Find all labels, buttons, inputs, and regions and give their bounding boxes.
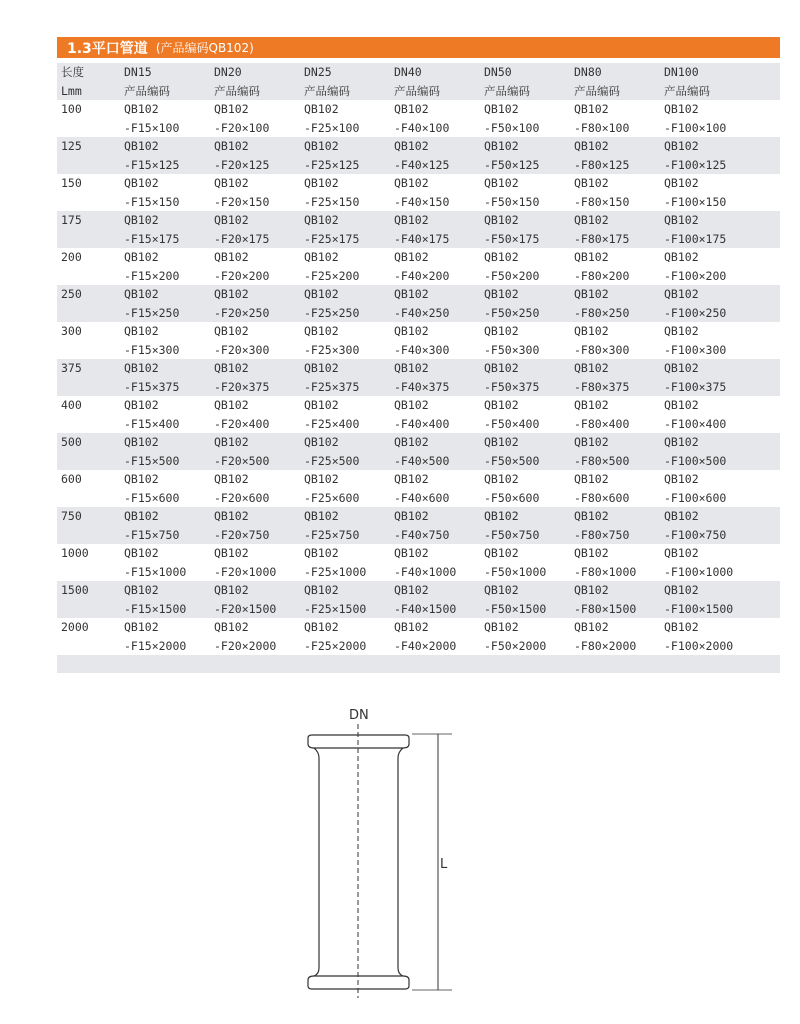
row-line-top [57,507,780,525]
code-cell: QB102 [484,361,519,375]
row-line-top [57,544,780,562]
code-cell: QB102 [664,287,699,301]
code-cell: QB102 [574,620,609,634]
spec-cell: -F15×200 [124,269,180,283]
code-cell: QB102 [574,472,609,486]
table-row [57,581,780,618]
table-row [57,396,780,433]
spec-cell: -F25×1000 [304,565,367,579]
dn-header: DN80 [574,65,602,79]
row-line-bottom [57,637,780,655]
spec-cell: -F20×375 [214,380,270,394]
spec-cell: -F100×600 [664,491,727,505]
code-cell: QB102 [484,509,519,523]
row-line-top [57,470,780,488]
row-line-bottom [57,600,780,618]
code-cell: QB102 [304,398,339,412]
code-cell: QB102 [574,509,609,523]
code-cell: QB102 [394,546,429,560]
code-cell: QB102 [484,287,519,301]
row-line-bottom [57,378,780,396]
spec-cell: -F50×375 [484,380,540,394]
code-cell: QB102 [394,213,429,227]
spec-cell: -F80×2000 [574,639,637,653]
code-cell: QB102 [574,139,609,153]
table-row [57,211,780,248]
spec-cell: -F15×1000 [124,565,187,579]
length-label: L [440,857,448,872]
spec-cell: -F20×300 [214,343,270,357]
spec-cell: -F40×1500 [394,602,457,616]
code-cell: QB102 [304,509,339,523]
spec-cell: -F100×750 [664,528,727,542]
spec-cell: -F20×750 [214,528,270,542]
spec-cell: -F25×1500 [304,602,367,616]
row-line-top [57,618,780,636]
spec-cell: -F25×175 [304,232,360,246]
spec-cell: -F15×100 [124,121,180,135]
spec-cell: -F80×1000 [574,565,637,579]
code-cell: QB102 [214,398,249,412]
row-line-bottom [57,304,780,322]
code-cell: QB102 [304,250,339,264]
code-cell: QB102 [664,102,699,116]
code-cell: QB102 [214,583,249,597]
table-row [57,322,780,359]
code-cell: QB102 [574,583,609,597]
code-cell: QB102 [574,213,609,227]
length-cell: 1500 [61,583,89,597]
spec-cell: -F100×150 [664,195,727,209]
spec-cell: -F80×375 [574,380,630,394]
spec-cell: -F15×500 [124,454,180,468]
spec-cell: -F25×600 [304,491,360,505]
code-cell: QB102 [574,250,609,264]
code-cell: QB102 [574,361,609,375]
length-cell: 200 [61,250,82,264]
spec-cell: -F40×400 [394,417,450,431]
spec-cell: -F20×600 [214,491,270,505]
code-cell: QB102 [304,620,339,634]
spec-cell: -F15×175 [124,232,180,246]
row-line-bottom [57,267,780,285]
row-line-top [57,396,780,414]
code-cell: QB102 [394,176,429,190]
row-line-bottom [57,563,780,581]
row-line-bottom [57,415,780,433]
code-cell: QB102 [664,435,699,449]
spec-cell: -F100×100 [664,121,727,135]
spec-cell: -F100×375 [664,380,727,394]
code-cell: QB102 [484,324,519,338]
code-cell: QB102 [394,324,429,338]
code-cell: QB102 [304,324,339,338]
code-cell: QB102 [394,472,429,486]
row-line-top [57,248,780,266]
dn-header: DN100 [664,65,699,79]
spec-cell: -F25×125 [304,158,360,172]
table-row [57,248,780,285]
dn-header: DN40 [394,65,422,79]
spec-cell: -F100×300 [664,343,727,357]
code-cell: QB102 [214,324,249,338]
spec-cell: -F20×100 [214,121,270,135]
code-cell: QB102 [214,176,249,190]
spec-cell: -F100×1000 [664,565,734,579]
length-cell: 750 [61,509,82,523]
row-line-top [57,285,780,303]
code-cell: QB102 [574,324,609,338]
length-cell: 375 [61,361,82,375]
code-cell: QB102 [124,620,159,634]
row-line-bottom [57,489,780,507]
dn-header: DN50 [484,65,512,79]
length-cell: 400 [61,398,82,412]
spec-cell: -F100×1500 [664,602,734,616]
code-cell: QB102 [214,546,249,560]
spec-cell: -F15×250 [124,306,180,320]
spec-cell: -F40×600 [394,491,450,505]
code-cell: QB102 [394,361,429,375]
code-cell: QB102 [124,472,159,486]
row-line-bottom [57,452,780,470]
spec-cell: -F80×600 [574,491,630,505]
code-cell: QB102 [124,546,159,560]
spec-cell: -F20×150 [214,195,270,209]
spec-cell: -F15×125 [124,158,180,172]
code-header: 产品编码 [394,84,440,98]
code-header: 产品编码 [484,84,530,98]
length-cell: 150 [61,176,82,190]
spec-cell: -F15×1500 [124,602,187,616]
code-cell: QB102 [124,324,159,338]
header-line-top [57,63,780,81]
code-cell: QB102 [664,324,699,338]
spec-cell: -F80×200 [574,269,630,283]
spec-cell: -F25×200 [304,269,360,283]
code-cell: QB102 [394,620,429,634]
spec-cell: -F50×175 [484,232,540,246]
spec-cell: -F50×125 [484,158,540,172]
pipe-diagram [290,700,480,1000]
code-cell: QB102 [214,213,249,227]
row-line-bottom [57,156,780,174]
code-cell: QB102 [484,139,519,153]
code-cell: QB102 [304,102,339,116]
code-cell: QB102 [394,398,429,412]
code-cell: QB102 [574,546,609,560]
row-line-top [57,174,780,192]
code-cell: QB102 [304,361,339,375]
row-line-top [57,211,780,229]
section-subtitle: (产品编码QB102) [155,41,254,55]
code-cell: QB102 [394,583,429,597]
spec-cell: -F50×1500 [484,602,547,616]
code-cell: QB102 [574,287,609,301]
spec-cell: -F80×750 [574,528,630,542]
table-row [57,433,780,470]
code-header: 产品编码 [664,84,710,98]
code-cell: QB102 [124,361,159,375]
length-cell: 125 [61,139,82,153]
code-cell: QB102 [394,139,429,153]
spec-cell: -F20×1500 [214,602,277,616]
spec-cell: -F25×150 [304,195,360,209]
row-line-bottom [57,193,780,211]
spec-cell: -F25×2000 [304,639,367,653]
code-cell: QB102 [214,102,249,116]
code-cell: QB102 [484,546,519,560]
code-cell: QB102 [484,398,519,412]
code-cell: QB102 [124,213,159,227]
code-cell: QB102 [394,102,429,116]
spec-cell: -F15×400 [124,417,180,431]
table-footer-band [57,655,780,673]
code-cell: QB102 [124,435,159,449]
spec-cell: -F100×200 [664,269,727,283]
length-cell: 1000 [61,546,89,560]
spec-cell: -F40×375 [394,380,450,394]
spec-cell: -F40×175 [394,232,450,246]
spec-cell: -F40×750 [394,528,450,542]
spec-cell: -F15×150 [124,195,180,209]
code-cell: QB102 [484,213,519,227]
code-cell: QB102 [304,139,339,153]
spec-cell: -F25×400 [304,417,360,431]
spec-cell: -F25×500 [304,454,360,468]
spec-cell: -F80×500 [574,454,630,468]
table-row [57,137,780,174]
row-line-top [57,137,780,155]
spec-cell: -F100×400 [664,417,727,431]
length-cell: 2000 [61,620,89,634]
code-cell: QB102 [664,472,699,486]
spec-cell: -F80×1500 [574,602,637,616]
code-cell: QB102 [664,361,699,375]
spec-cell: -F100×250 [664,306,727,320]
table-row [57,174,780,211]
code-cell: QB102 [574,102,609,116]
spec-cell: -F15×375 [124,380,180,394]
code-cell: QB102 [664,250,699,264]
spec-table [57,63,780,655]
spec-cell: -F25×250 [304,306,360,320]
spec-cell: -F15×600 [124,491,180,505]
row-line-bottom [57,526,780,544]
length-cell: 250 [61,287,82,301]
spec-cell: -F80×300 [574,343,630,357]
code-cell: QB102 [304,546,339,560]
spec-cell: -F20×2000 [214,639,277,653]
code-cell: QB102 [394,435,429,449]
spec-cell: -F40×125 [394,158,450,172]
spec-cell: -F25×100 [304,121,360,135]
length-cell: 175 [61,213,82,227]
row-line-top [57,581,780,599]
code-cell: QB102 [484,435,519,449]
dn-header: DN25 [304,65,332,79]
dn-label: DN [349,708,369,723]
dn-header: DN15 [124,65,152,79]
code-cell: QB102 [124,509,159,523]
length-cell: 300 [61,324,82,338]
code-cell: QB102 [124,583,159,597]
code-cell: QB102 [214,620,249,634]
spec-cell: -F50×150 [484,195,540,209]
row-line-bottom [57,119,780,137]
code-cell: QB102 [214,472,249,486]
code-cell: QB102 [484,102,519,116]
row-line-bottom [57,341,780,359]
code-cell: QB102 [574,398,609,412]
table-row [57,285,780,322]
spec-cell: -F80×150 [574,195,630,209]
spec-cell: -F40×500 [394,454,450,468]
code-header: 产品编码 [574,84,620,98]
code-cell: QB102 [664,213,699,227]
spec-cell: -F100×500 [664,454,727,468]
spec-cell: -F50×300 [484,343,540,357]
spec-cell: -F50×250 [484,306,540,320]
spec-cell: -F25×300 [304,343,360,357]
code-cell: QB102 [304,287,339,301]
header-line-bottom [57,82,780,100]
spec-cell: -F40×100 [394,121,450,135]
table-row [57,100,780,137]
spec-cell: -F80×175 [574,232,630,246]
code-cell: QB102 [664,139,699,153]
code-cell: QB102 [214,509,249,523]
code-cell: QB102 [574,176,609,190]
code-cell: QB102 [484,250,519,264]
spec-cell: -F50×2000 [484,639,547,653]
code-cell: QB102 [304,583,339,597]
spec-cell: -F80×400 [574,417,630,431]
code-cell: QB102 [304,176,339,190]
code-cell: QB102 [394,287,429,301]
code-cell: QB102 [214,250,249,264]
spec-cell: -F80×250 [574,306,630,320]
spec-cell: -F50×750 [484,528,540,542]
spec-cell: -F50×100 [484,121,540,135]
dn-header: DN20 [214,65,242,79]
code-cell: QB102 [304,435,339,449]
code-cell: QB102 [394,509,429,523]
length-cell: 500 [61,435,82,449]
spec-cell: -F100×125 [664,158,727,172]
spec-cell: -F15×750 [124,528,180,542]
row-line-top [57,100,780,118]
code-cell: QB102 [214,139,249,153]
spec-cell: -F20×1000 [214,565,277,579]
code-cell: QB102 [664,509,699,523]
length-unit-header: Lmm [61,84,82,98]
code-cell: QB102 [304,213,339,227]
code-cell: QB102 [124,139,159,153]
table-row [57,544,780,581]
code-cell: QB102 [304,472,339,486]
spec-cell: -F15×2000 [124,639,187,653]
spec-cell: -F25×375 [304,380,360,394]
code-cell: QB102 [664,546,699,560]
spec-cell: -F40×250 [394,306,450,320]
spec-cell: -F40×2000 [394,639,457,653]
code-cell: QB102 [124,250,159,264]
spec-cell: -F20×125 [214,158,270,172]
spec-cell: -F40×200 [394,269,450,283]
code-header: 产品编码 [304,84,350,98]
code-cell: QB102 [664,583,699,597]
spec-cell: -F50×600 [484,491,540,505]
table-header-row [57,63,780,100]
row-line-top [57,322,780,340]
code-cell: QB102 [484,176,519,190]
code-cell: QB102 [124,398,159,412]
spec-cell: -F40×300 [394,343,450,357]
code-cell: QB102 [484,583,519,597]
length-cell: 100 [61,102,82,116]
length-cell: 600 [61,472,82,486]
spec-cell: -F40×1000 [394,565,457,579]
spec-cell: -F100×175 [664,232,727,246]
code-cell: QB102 [484,620,519,634]
spec-cell: -F50×500 [484,454,540,468]
code-header: 产品编码 [124,84,170,98]
code-cell: QB102 [124,287,159,301]
spec-cell: -F20×250 [214,306,270,320]
table-row [57,507,780,544]
code-header: 产品编码 [214,84,260,98]
table-row [57,359,780,396]
spec-cell: -F40×150 [394,195,450,209]
row-line-top [57,359,780,377]
row-line-top [57,433,780,451]
table-row [57,470,780,507]
row-line-bottom [57,230,780,248]
code-cell: QB102 [124,102,159,116]
code-cell: QB102 [124,176,159,190]
code-cell: QB102 [664,398,699,412]
spec-cell: -F20×200 [214,269,270,283]
table-row [57,618,780,655]
spec-cell: -F20×500 [214,454,270,468]
code-cell: QB102 [664,620,699,634]
spec-cell: -F25×750 [304,528,360,542]
spec-cell: -F50×200 [484,269,540,283]
code-cell: QB102 [484,472,519,486]
code-cell: QB102 [664,176,699,190]
section-title: 1.3平口管道 [67,40,148,57]
spec-cell: -F15×300 [124,343,180,357]
section-header [57,37,780,58]
spec-cell: -F50×400 [484,417,540,431]
code-cell: QB102 [214,287,249,301]
code-cell: QB102 [574,435,609,449]
code-cell: QB102 [214,435,249,449]
length-header: 长度 [61,65,84,79]
code-cell: QB102 [214,361,249,375]
spec-cell: -F80×100 [574,121,630,135]
spec-cell: -F100×2000 [664,639,734,653]
spec-cell: -F50×1000 [484,565,547,579]
code-cell: QB102 [394,250,429,264]
spec-cell: -F80×125 [574,158,630,172]
spec-cell: -F20×175 [214,232,270,246]
spec-cell: -F20×400 [214,417,270,431]
